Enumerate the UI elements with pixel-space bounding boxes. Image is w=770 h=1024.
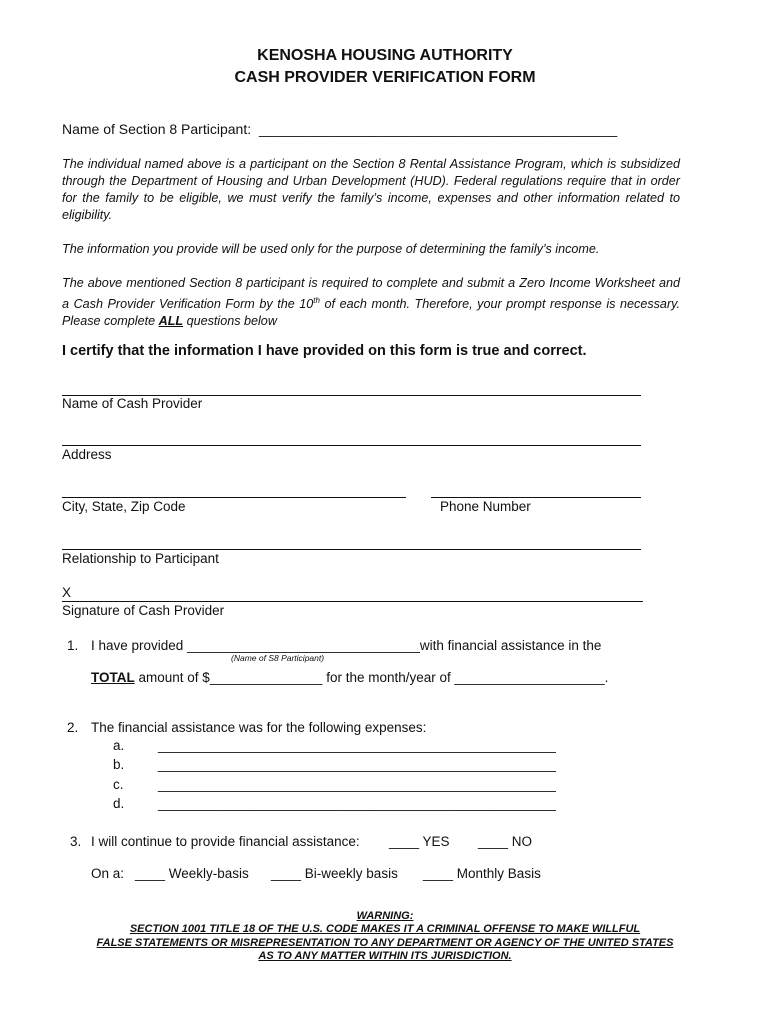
q1-text-b: with financial assistance in the	[419, 638, 602, 653]
relationship-label: Relationship to Participant	[62, 551, 219, 566]
q3-monthly-option[interactable]: ____ Monthly Basis	[423, 866, 541, 881]
form-title-org: KENOSHA HOUSING AUTHORITY	[257, 47, 513, 64]
q2-item-a-letter: a.	[113, 738, 125, 753]
q3-on-a-label: On a:	[91, 866, 125, 881]
intro-p3-part-a: The above mentioned Section 8 participant is required to complete and submit a Zero Income Worksheet and a Cash Provider Verification Form by the 10	[62, 276, 680, 312]
q2-item-d-blank[interactable]: _____________________________________________________	[158, 796, 556, 811]
phone-number-input[interactable]	[431, 497, 641, 498]
q2-item-c-letter: c.	[113, 777, 124, 792]
q1-text-c: amount of $	[134, 670, 210, 685]
q2-item-c-blank[interactable]: _____________________________________________________	[158, 777, 556, 792]
intro-paragraph-1: The individual named above is a participant on the Section 8 Rental Assistance Program, which is subsidized through the Department of Housing and Urban Development (HUD). Federal regulations require that in order for the family to be eligible, we must verify the family’s income, expenses and other information related to eligibility.	[62, 157, 680, 222]
q1-month-year-blank[interactable]: ____________________.	[454, 670, 609, 685]
participant-name-row	[62, 121, 617, 137]
relationship-input[interactable]	[62, 549, 641, 550]
intro-p3-sup: th	[313, 296, 320, 305]
q1-participant-blank[interactable]: _______________________________	[187, 638, 420, 653]
certify-statement: I certify that the information I have provided on this form is true and correct.	[62, 343, 587, 359]
q3-text: I will continue to provide financial assistance:	[91, 834, 360, 849]
city-state-zip-input[interactable]	[62, 497, 406, 498]
cash-provider-name-label: Name of Cash Provider	[62, 396, 203, 411]
warning-line-2: FALSE STATEMENTS OR MISREPRESENTATION TO ANY DEPARTMENT OR AGENCY OF THE UNITED STATES	[96, 937, 674, 949]
intro-paragraph-3	[62, 275, 680, 330]
q3-yes-option[interactable]: ____ YES	[389, 834, 450, 849]
phone-number-label: Phone Number	[440, 499, 531, 514]
intro-p3-all: ALL	[158, 314, 184, 329]
warning-title: WARNING:	[356, 910, 414, 922]
q3-number: 3.	[70, 834, 82, 849]
warning-line-3: AS TO ANY MATTER WITHIN ITS JURISDICTION.	[258, 950, 512, 962]
q1-participant-note: (Name of S8 Participant)	[231, 653, 325, 663]
warning-line-1: SECTION 1001 TITLE 18 OF THE U.S. CODE MAKES IT A CRIMINAL OFFENSE TO MAKE WILLFUL	[129, 923, 641, 935]
q3-weekly-option[interactable]: ____ Weekly-basis	[135, 866, 249, 881]
q1-number: 1.	[67, 638, 79, 653]
q1-total: TOTAL	[91, 670, 135, 685]
signature-x-mark: X	[62, 585, 72, 600]
q2-number: 2.	[67, 720, 79, 735]
participant-name-field[interactable]: ______________________________________________	[259, 121, 618, 137]
intro-p3-part-c: questions below	[183, 314, 277, 329]
q2-item-b-letter: b.	[113, 757, 125, 772]
q2-text: The financial assistance was for the following expenses:	[91, 720, 427, 735]
q1-line-1	[91, 638, 601, 653]
address-input[interactable]	[62, 445, 641, 446]
q2-item-d-letter: d.	[113, 796, 125, 811]
q1-text-a: I have provided	[91, 638, 184, 653]
q1-text-d: for the month/year of	[322, 670, 455, 685]
q1-line-2	[91, 670, 608, 685]
participant-name-label: Name of Section 8 Participant:	[62, 121, 252, 137]
q3-no-option[interactable]: ____ NO	[478, 834, 533, 849]
intro-p3-part-b: of each month. Therefore, your prompt response is necessary. Please complete	[62, 297, 680, 329]
address-label: Address	[62, 447, 112, 462]
city-state-zip-label: City, State, Zip Code	[62, 499, 186, 514]
q1-amount-blank[interactable]: _______________	[209, 670, 323, 685]
form-title: CASH PROVIDER VERIFICATION FORM	[234, 69, 536, 86]
q2-item-a-blank[interactable]: _____________________________________________________	[158, 738, 556, 753]
q3-biweekly-option[interactable]: ____ Bi-weekly basis	[271, 866, 398, 881]
signature-label: Signature of Cash Provider	[62, 603, 225, 618]
q2-item-b-blank[interactable]: _____________________________________________________	[158, 757, 556, 772]
signature-input[interactable]	[62, 601, 643, 602]
intro-paragraph-2: The information you provide will be used only for the purpose of determining the family’s income.	[62, 242, 600, 256]
